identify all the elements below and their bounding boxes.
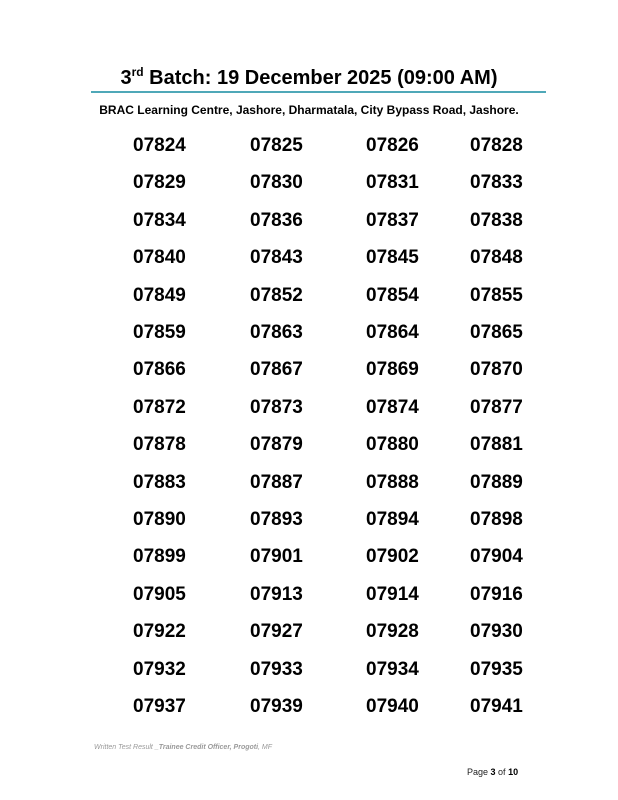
roll-number: 07874	[366, 397, 419, 418]
page-current: 3	[490, 767, 496, 777]
roll-number: 07834	[133, 210, 186, 231]
roll-number: 07859	[133, 322, 186, 343]
page-total: 10	[508, 767, 519, 777]
roll-number: 07845	[366, 247, 419, 268]
footer-note	[94, 743, 272, 753]
roll-number: 07854	[366, 285, 419, 306]
roll-number: 07930	[470, 621, 523, 642]
roll-number: 07824	[133, 135, 186, 156]
roll-number: 07940	[366, 696, 419, 717]
roll-number: 07867	[250, 359, 303, 380]
footer-note-position: Trainee Credit Officer, Progoti	[158, 744, 259, 751]
venue-address: BRAC Learning Centre, Jashore, Dharmatala, City Bypass Road, Jashore.	[99, 103, 519, 117]
footer-note-prefix: Written Test Result _	[94, 744, 159, 751]
roll-number: 07933	[250, 659, 303, 680]
roll-number: 07883	[133, 472, 186, 493]
roll-number: 07873	[250, 397, 303, 418]
roll-number: 07905	[133, 584, 186, 605]
roll-number: 07922	[133, 621, 186, 642]
roll-number: 07863	[250, 322, 303, 343]
roll-number: 07888	[366, 472, 419, 493]
roll-number: 07881	[470, 434, 523, 455]
roll-number: 07877	[470, 397, 523, 418]
roll-number: 07913	[250, 584, 303, 605]
roll-number: 07864	[366, 322, 419, 343]
roll-number: 07833	[470, 172, 523, 193]
batch-ordinal-suffix: rd	[131, 65, 144, 79]
roll-number: 07825	[250, 135, 303, 156]
roll-number: 07838	[470, 210, 523, 231]
page-of: of	[495, 767, 509, 777]
page-number	[467, 766, 518, 778]
roll-number: 07837	[366, 210, 419, 231]
roll-number: 07828	[470, 135, 523, 156]
roll-number: 07855	[470, 285, 523, 306]
roll-number: 07878	[133, 434, 186, 455]
roll-number: 07916	[470, 584, 523, 605]
roll-number: 07840	[133, 247, 186, 268]
roll-number: 07934	[366, 659, 419, 680]
roll-number: 07865	[470, 322, 523, 343]
roll-number: 07904	[470, 546, 523, 567]
roll-number: 07899	[133, 546, 186, 567]
roll-number: 07928	[366, 621, 419, 642]
batch-date-time: Batch: 19 December 2025 (09:00 AM)	[143, 67, 498, 89]
roll-number: 07869	[366, 359, 419, 380]
roll-number: 07898	[470, 509, 523, 530]
roll-number: 07831	[366, 172, 419, 193]
roll-number: 07870	[470, 359, 523, 380]
roll-number: 07889	[470, 472, 523, 493]
roll-number: 07894	[366, 509, 419, 530]
batch-number: 3	[120, 67, 132, 89]
footer-note-suffix: , MF	[258, 744, 273, 751]
roll-number: 07939	[250, 696, 303, 717]
roll-number: 07843	[250, 247, 303, 268]
roll-number: 07826	[366, 135, 419, 156]
roll-number: 07848	[470, 247, 523, 268]
roll-number: 07935	[470, 659, 523, 680]
roll-number: 07927	[250, 621, 303, 642]
roll-number: 07836	[250, 210, 303, 231]
roll-number: 07879	[250, 434, 303, 455]
page-word: Page	[467, 767, 491, 777]
roll-number: 07941	[470, 696, 523, 717]
roll-number: 07866	[133, 359, 186, 380]
roll-number: 07829	[133, 172, 186, 193]
roll-number: 07830	[250, 172, 303, 193]
roll-number: 07849	[133, 285, 186, 306]
roll-number: 07902	[366, 546, 419, 567]
roll-number: 07890	[133, 509, 186, 530]
roll-number: 07901	[250, 546, 303, 567]
roll-number: 07852	[250, 285, 303, 306]
roll-number: 07932	[133, 659, 186, 680]
roll-number: 07880	[366, 434, 419, 455]
roll-number: 07872	[133, 397, 186, 418]
roll-number: 07937	[133, 696, 186, 717]
roll-number: 07893	[250, 509, 303, 530]
roll-number: 07887	[250, 472, 303, 493]
roll-number: 07914	[366, 584, 419, 605]
